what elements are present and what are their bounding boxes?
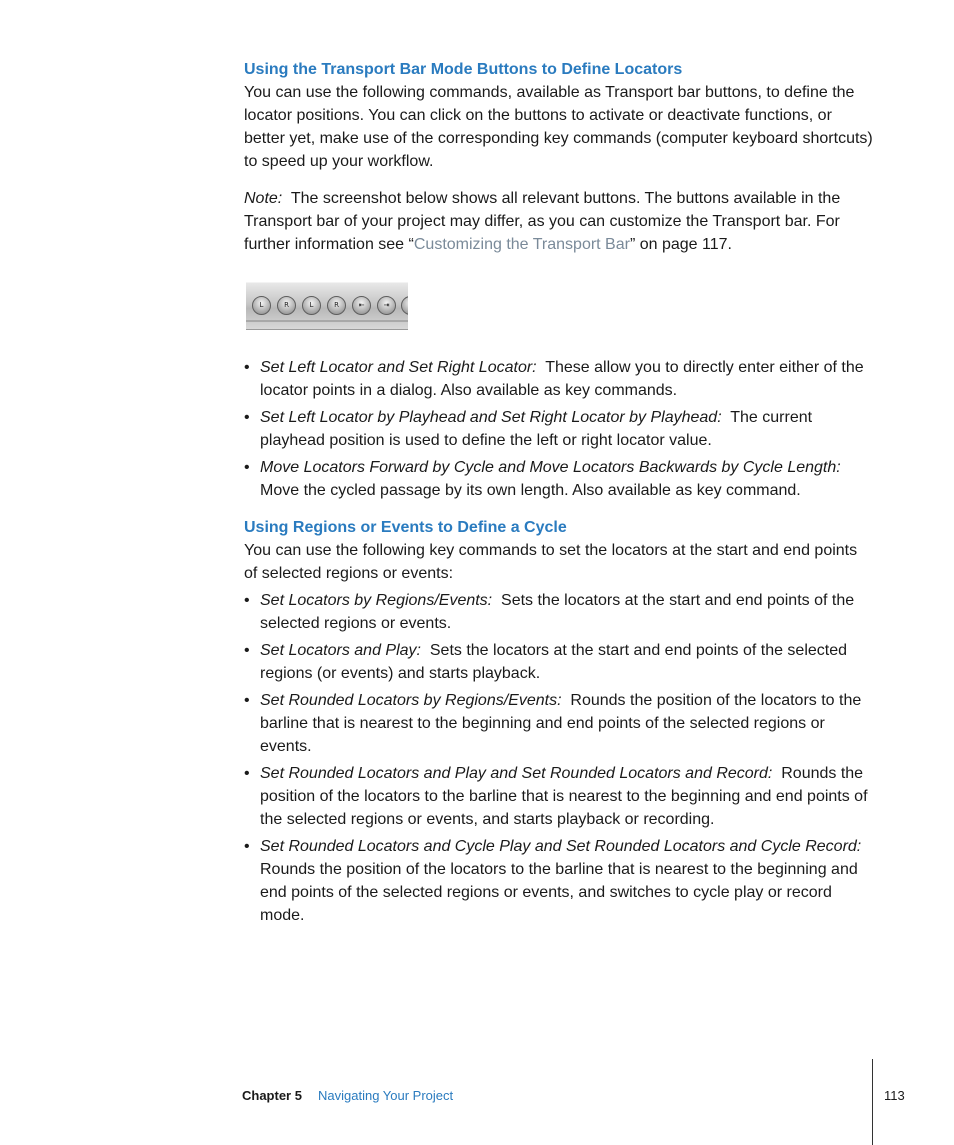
list-item bbox=[244, 689, 874, 758]
regions-bullet-list bbox=[244, 589, 874, 927]
bullet-text: Rounds the position of the locators to the barline that is nearest to the beginning and end points of the selected regions or events, and switches to cycle play or record mode. bbox=[260, 861, 858, 924]
list-item bbox=[244, 762, 874, 831]
section-intro-regions: You can use the following key commands to set the locators at the start and end points of selected regions or events: bbox=[244, 542, 858, 582]
move-locators-backward-icon: ⇤ bbox=[352, 296, 371, 315]
move-locators-forward-icon: ⇥ bbox=[377, 296, 396, 315]
note-text: The screenshot below shows all relevant buttons. The buttons available in the Transport bar of your project may differ, as you can customize the Transport bar. For further information see “ bbox=[244, 190, 841, 253]
list-item bbox=[244, 835, 874, 927]
section-heading-regions-events: Using Regions or Events to Define a Cycle bbox=[244, 519, 567, 536]
transport-bullet-list bbox=[244, 356, 874, 502]
footer-divider bbox=[872, 1059, 873, 1145]
page-content bbox=[244, 58, 874, 931]
bullet-term: Set Locators by Regions/Events: bbox=[260, 592, 493, 609]
bullet-text: The current playhead position is used to define the left or right locator value. bbox=[260, 409, 813, 449]
list-item bbox=[244, 356, 874, 402]
page-number: 113 bbox=[884, 1088, 905, 1103]
set-left-locator-icon: L bbox=[252, 296, 271, 315]
section-heading-transport-buttons: Using the Transport Bar Mode Buttons to Define Locators bbox=[244, 61, 683, 78]
footer-chapter-title[interactable]: Navigating Your Project bbox=[318, 1088, 454, 1103]
list-item bbox=[244, 589, 874, 635]
bullet-term: Set Rounded Locators and Cycle Play and Set Rounded Locators and Cycle Record: bbox=[260, 838, 862, 855]
note-paragraph bbox=[244, 187, 874, 256]
bullet-term: Move Locators Forward by Cycle and Move Locators Backwards by Cycle Length: bbox=[260, 459, 841, 476]
footer-chapter: Chapter 5 bbox=[242, 1088, 302, 1103]
list-item bbox=[244, 639, 874, 685]
bullet-text: Sets the locators at the start and end points of the selected regions (or events) and starts playback. bbox=[260, 642, 848, 682]
transport-bar-screenshot bbox=[246, 282, 408, 330]
note-after: ” on page 117. bbox=[629, 236, 732, 253]
toolbar-divider bbox=[246, 320, 408, 322]
partial-button-icon bbox=[401, 296, 408, 315]
list-item bbox=[244, 456, 874, 502]
right-locator-playhead-icon: R bbox=[327, 296, 346, 315]
customizing-transport-bar-link[interactable]: Customizing the Transport Bar bbox=[413, 236, 630, 253]
bullet-term: Set Locators and Play: bbox=[260, 642, 421, 659]
set-right-locator-icon: R bbox=[277, 296, 296, 315]
bullet-term: Set Rounded Locators and Play and Set Rounded Locators and Record: bbox=[260, 765, 773, 782]
bullet-text: Rounds the position of the locators to the barline that is nearest to the beginning and end points of the selected regions or events, and starts playback or recording. bbox=[260, 765, 868, 828]
bullet-text: These allow you to directly enter either of the locator points in a dialog. Also available as key commands. bbox=[260, 359, 864, 399]
note-label: Note: bbox=[244, 190, 283, 207]
bullet-text: Move the cycled passage by its own length. Also available as key command. bbox=[260, 482, 801, 499]
bullet-text: Rounds the position of the locators to the barline that is nearest to the beginning and end points of the selected regions or events. bbox=[260, 692, 862, 755]
bullet-term: Set Rounded Locators by Regions/Events: bbox=[260, 692, 562, 709]
section-intro-transport: You can use the following commands, available as Transport bar buttons, to define the locator positions. You can click on the buttons to activate or deactivate functions, or better yet, make use of the corresponding key commands (computer keyboard shortcuts) to speed up your workflow. bbox=[244, 84, 873, 170]
left-locator-playhead-icon: L bbox=[302, 296, 321, 315]
bullet-term: Set Left Locator by Playhead and Set Right Locator by Playhead: bbox=[260, 409, 722, 426]
bullet-term: Set Left Locator and Set Right Locator: bbox=[260, 359, 537, 376]
list-item bbox=[244, 406, 874, 452]
bullet-text: Sets the locators at the start and end points of the selected regions or events. bbox=[260, 592, 855, 632]
